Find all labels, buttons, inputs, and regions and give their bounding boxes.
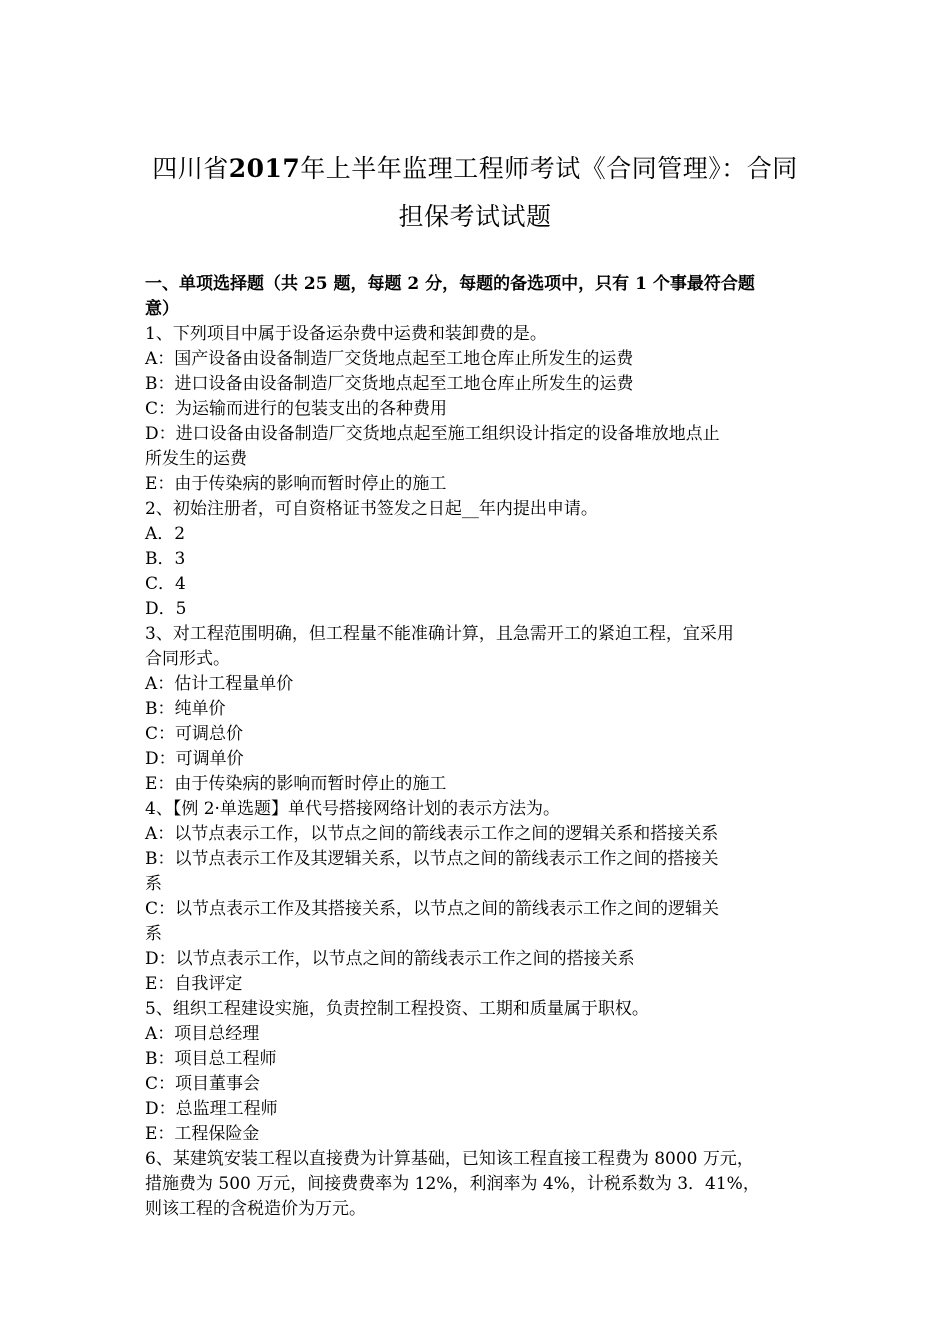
title-part-1: 四川省 (152, 154, 229, 183)
section-heading (145, 272, 815, 322)
text-line: 2、初始注册者，可自资格证书签发之日起__年内提出申请。 (145, 499, 598, 519)
text-line: C．4 (145, 574, 186, 594)
text-line: 4、【例 2·单选题】单代号搭接网络计划的表示方法为。 (145, 799, 560, 819)
text-line: D．5 (145, 599, 187, 619)
text-line: 系 (145, 924, 162, 944)
document-title (145, 145, 805, 241)
title-year: 2017 (228, 154, 301, 183)
text-line: C：项目董事会 (145, 1074, 261, 1094)
text-line: C：为运输而进行的包装支出的各种费用 (145, 399, 448, 419)
title-line-1 (145, 145, 805, 193)
text-line: D：可调单价 (145, 749, 244, 769)
text-line: 系 (145, 874, 162, 894)
text-line: A：项目总经理 (145, 1024, 260, 1044)
text-line: 5、组织工程建设实施，负责控制工程投资、工期和质量属于职权。 (145, 999, 649, 1019)
text-line: 1、下列项目中属于设备运杂费中运费和装卸费的是。 (145, 324, 547, 344)
text-line: A：以节点表示工作，以节点之间的箭线表示工作之间的逻辑关系和搭接关系 (145, 824, 719, 844)
text-line: 所发生的运费 (145, 449, 247, 469)
document-body (145, 272, 815, 1222)
text-line: D：总监理工程师 (145, 1099, 278, 1119)
text-line: 则该工程的含税造价为万元。 (145, 1199, 366, 1219)
text-line: E：自我评定 (145, 974, 243, 994)
section-heading-line-2: 意） (145, 299, 179, 319)
text-line: A．2 (145, 524, 186, 544)
text-line: B：项目总工程师 (145, 1049, 277, 1069)
text-line: B：纯单价 (145, 699, 226, 719)
text-line: 措施费为 500 万元，间接费费率为 12%，利润率为 4%，计税系数为 3．41%， (145, 1174, 760, 1194)
text-line: D：以节点表示工作，以节点之间的箭线表示工作之间的搭接关系 (145, 949, 635, 969)
title-line-2: 担保考试试题 (398, 202, 552, 231)
text-line: B．3 (145, 549, 186, 569)
text-line: 6、某建筑安装工程以直接费为计算基础，已知该工程直接工程费为 8000 万元， (145, 1149, 754, 1169)
text-line: 3、对工程范围明确，但工程量不能准确计算，且急需开工的紧迫工程，宜采用 (145, 624, 734, 644)
question-list (145, 322, 815, 1222)
title-part-2: 年上半年监理工程师考试《合同管理》：合同 (300, 154, 798, 183)
text-line: C：可调总价 (145, 724, 244, 744)
text-line: 合同形式。 (145, 649, 230, 669)
text-line: B：进口设备由设备制造厂交货地点起至工地仓库止所发生的运费 (145, 374, 634, 394)
text-line: E：工程保险金 (145, 1124, 260, 1144)
text-line: A：国产设备由设备制造厂交货地点起至工地仓库止所发生的运费 (145, 349, 634, 369)
text-line: E：由于传染病的影响而暂时停止的施工 (145, 774, 447, 794)
text-line: A：估计工程量单价 (145, 674, 294, 694)
text-line: D：进口设备由设备制造厂交货地点起至施工组织设计指定的设备堆放地点止 (145, 424, 720, 444)
section-heading-line-1: 一、单项选择题（共 25 题，每题 2 分，每题的备选项中，只有 1 个事最符合题 (145, 274, 755, 294)
text-line: B：以节点表示工作及其逻辑关系，以节点之间的箭线表示工作之间的搭接关 (145, 849, 719, 869)
text-line: E：由于传染病的影响而暂时停止的施工 (145, 474, 447, 494)
text-line: C：以节点表示工作及其搭接关系，以节点之间的箭线表示工作之间的逻辑关 (145, 899, 720, 919)
